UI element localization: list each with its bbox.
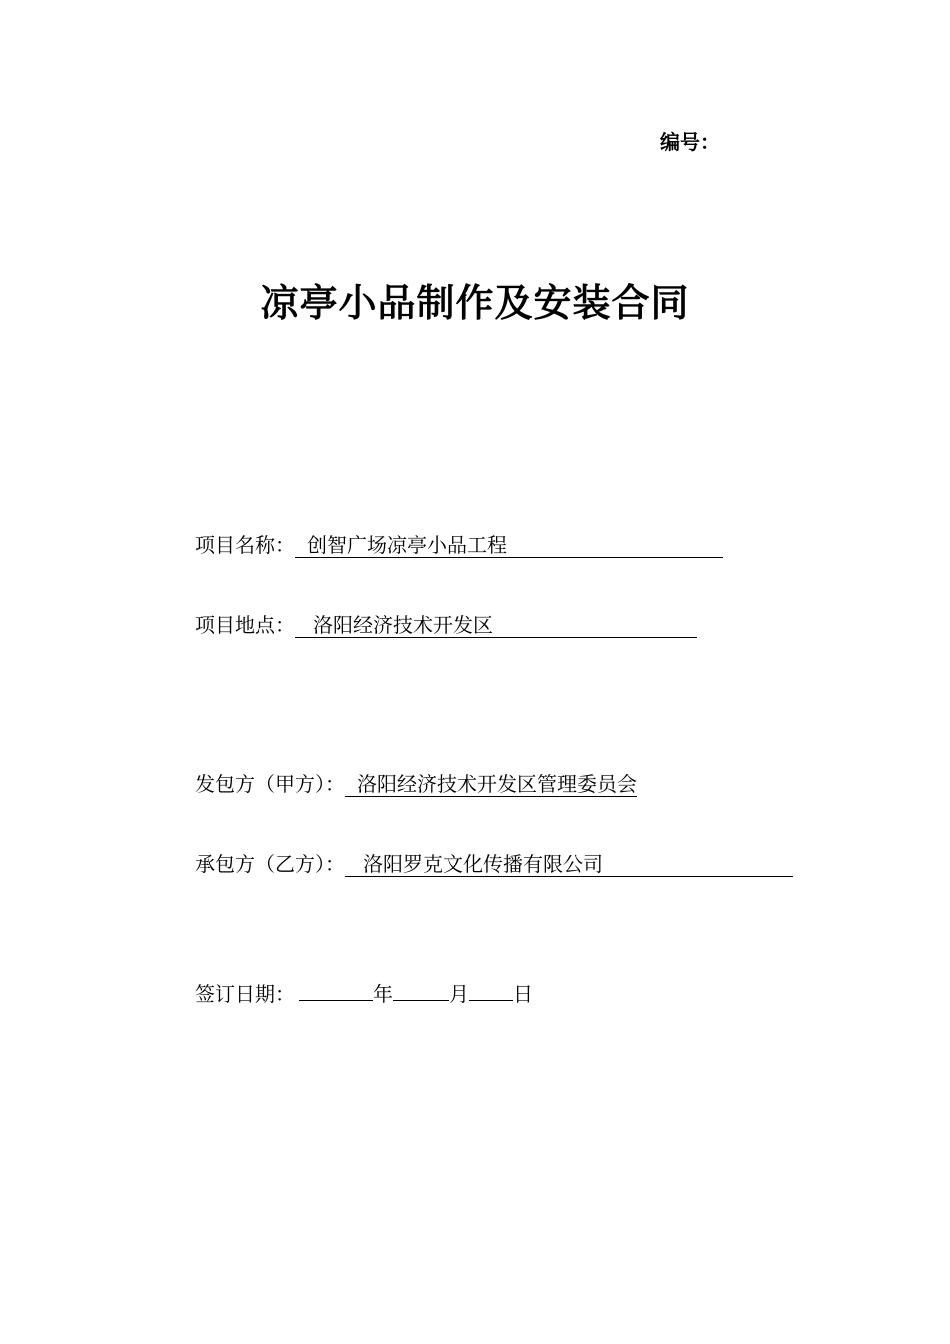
year-blank-line [299,978,373,1001]
year-unit: 年 [373,982,393,1006]
project-name-label: 项目名称： [195,533,295,557]
sign-date-field [195,978,533,1007]
project-site-label: 项目地点： [195,613,295,637]
project-site-value: 洛阳经济技术开发区 [295,613,697,638]
party-b-label: 承包方（乙方）： [195,852,345,876]
party-a-value: 洛阳经济技术开发区管理委员会 [345,772,637,797]
document-number-label: 编号： [660,130,720,154]
day-blank-line [469,978,513,1001]
month-blank-line [393,978,449,1001]
project-name-value: 创智广场凉亭小品工程 [295,533,723,558]
sign-date-label: 签订日期： [195,982,295,1006]
project-site-field [195,612,697,638]
month-unit: 月 [449,982,469,1006]
page-title: 凉亭小品制作及安装合同 [260,281,690,325]
party-a-field [195,771,637,797]
party-b-field [195,851,793,877]
party-b-value: 洛阳罗克文化传播有限公司 [345,852,793,877]
project-name-field [195,532,723,558]
day-unit: 日 [513,982,533,1006]
party-a-label: 发包方（甲方）： [195,772,345,796]
